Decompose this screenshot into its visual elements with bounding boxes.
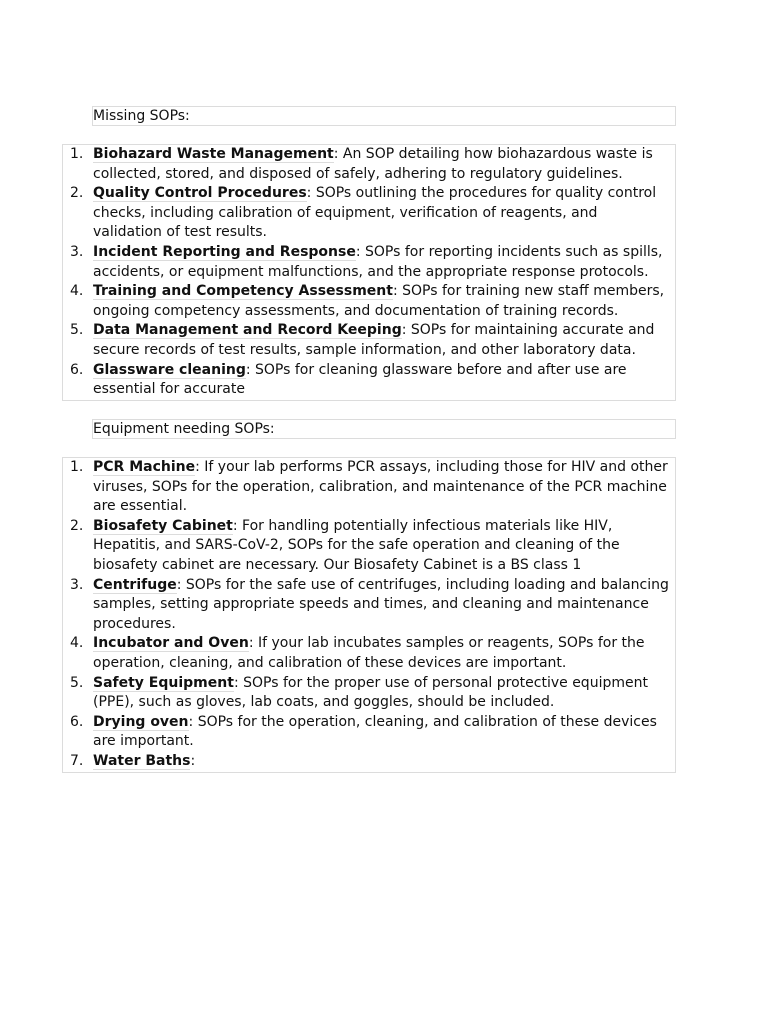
item-description: : SOPs outlining the procedures for quality control checks, including calibration of equipment, verification of reagents, and validation of test results. xyxy=(93,185,657,241)
list-item xyxy=(63,752,675,772)
item-description: : SOPs for reporting incidents such as spills, accidents, or equipment malfunctions, and the appropriate response protocols. xyxy=(93,243,663,280)
item-number: 1. xyxy=(70,146,84,162)
list-item xyxy=(63,184,675,243)
item-number: 2. xyxy=(70,185,84,202)
item-description: : SOPs for the proper use of personal protective equipment (PPE), such as gloves, lab coats, and goggles, should be included. xyxy=(93,674,648,711)
equipment-sops-heading: Equipment needing SOPs: xyxy=(92,419,676,439)
item-number: 5. xyxy=(70,674,84,691)
item-number: 2. xyxy=(70,517,84,534)
list-item xyxy=(63,713,675,752)
item-description: : SOPs for cleaning glassware before and after use are essential for accurate xyxy=(93,361,627,398)
item-term: Centrifuge xyxy=(93,576,177,593)
item-description: : If your lab performs PCR assays, including those for HIV and other viruses, SOPs for the operation, calibration, and maintenance of the PCR machine are essential. xyxy=(93,459,668,515)
item-term: Glassware cleaning xyxy=(93,361,246,378)
item-term: Quality Control Procedures xyxy=(93,185,307,202)
list-item xyxy=(63,634,675,673)
list-item xyxy=(63,576,675,635)
item-number: 4. xyxy=(70,635,84,652)
item-term: Biosafety Cabinet xyxy=(93,517,233,534)
list-item xyxy=(63,243,675,282)
item-term: Incident Reporting and Response xyxy=(93,243,356,260)
item-term: Biohazard Waste Management xyxy=(93,146,334,162)
list-item xyxy=(63,458,675,517)
item-description: : SOPs for maintaining accurate and secure records of test results, sample information, and other laboratory data. xyxy=(93,322,655,358)
item-description: : SOPs for training new staff members, ongoing competency assessments, and documentation of training records. xyxy=(93,283,665,319)
equipment-sops-list xyxy=(63,458,675,772)
list-item xyxy=(63,517,675,576)
list-item xyxy=(63,674,675,713)
missing-sops-list-box xyxy=(62,144,676,401)
list-item xyxy=(63,321,675,360)
item-description: : SOPs for the safe use of centrifuges, including loading and balancing samples, setting appropriate speeds and times, and cleaning and maintenance procedures. xyxy=(93,576,669,632)
item-term: Incubator and Oven xyxy=(93,635,249,652)
item-number: 7. xyxy=(70,752,84,769)
item-number: 1. xyxy=(70,459,84,475)
list-item xyxy=(63,282,675,321)
item-term: PCR Machine xyxy=(93,459,196,475)
item-description: : If your lab incubates samples or reagents, SOPs for the operation, cleaning, and calibration of these devices are important. xyxy=(93,635,645,671)
item-number: 5. xyxy=(70,322,84,339)
item-term: Water Baths xyxy=(93,752,191,769)
equipment-sops-list-box xyxy=(62,457,676,773)
item-term: Drying oven xyxy=(93,713,189,730)
list-item xyxy=(63,361,675,400)
missing-sops-heading: Missing SOPs: xyxy=(92,106,676,126)
missing-sops-list xyxy=(63,145,675,400)
item-term: Data Management and Record Keeping xyxy=(93,322,402,339)
item-number: 3. xyxy=(70,576,84,593)
list-item xyxy=(63,145,675,184)
item-term: Training and Competency Assessment xyxy=(93,283,393,300)
item-number: 3. xyxy=(70,243,84,260)
item-description: : SOPs for the operation, cleaning, and calibration of these devices are important. xyxy=(93,713,657,750)
item-number: 4. xyxy=(70,283,84,300)
item-description: : xyxy=(190,752,196,769)
item-description: : For handling potentially infectious materials like HIV, Hepatitis, and SARS-CoV-2, SOPs for the safe operation and cleaning of the biosafety cabinet are necessary. Our Biosafety Cabinet is a BS class 1 xyxy=(93,517,620,573)
item-number: 6. xyxy=(70,361,84,378)
item-number: 6. xyxy=(70,713,84,730)
item-term: Safety Equipment xyxy=(93,674,234,691)
item-description: : An SOP detailing how biohazardous waste is collected, stored, and disposed of safely, adhering to regulatory guidelines. xyxy=(93,146,653,182)
